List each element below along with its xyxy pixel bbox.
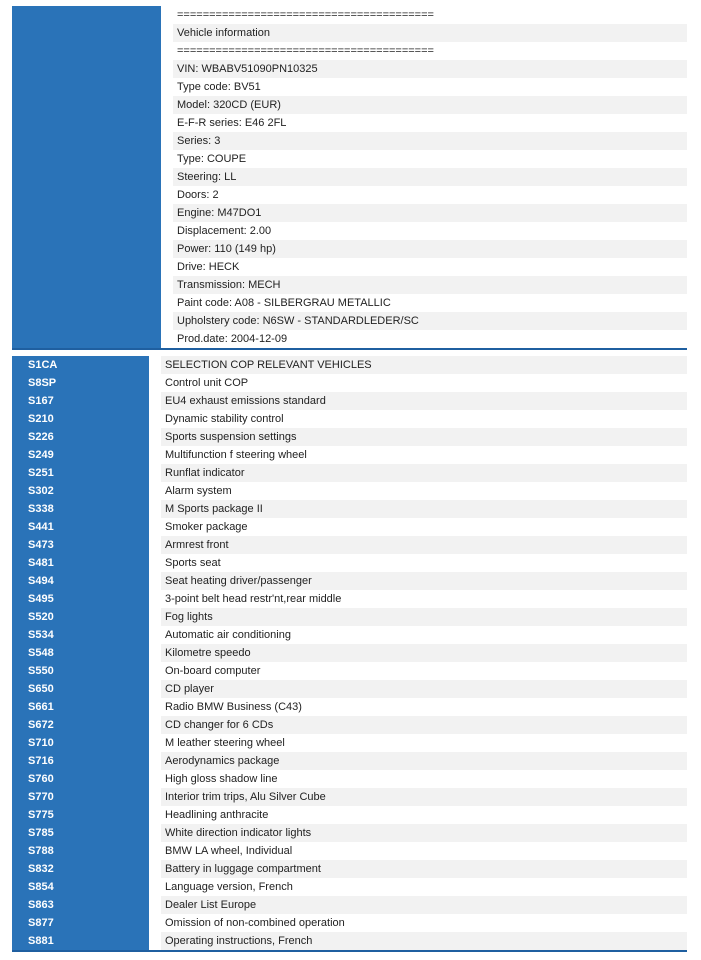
option-code: S832 bbox=[28, 863, 54, 875]
vehicle-info-line: VIN: WBABV51090PN10325 bbox=[173, 60, 687, 78]
option-description: Operating instructions, French bbox=[161, 932, 687, 950]
option-description: CD player bbox=[161, 680, 687, 698]
option-description: Kilometre speedo bbox=[161, 644, 687, 662]
vehicle-info-line: ======================================== bbox=[177, 9, 434, 21]
option-codes-column bbox=[12, 356, 149, 950]
option-description: Sports seat bbox=[165, 557, 221, 569]
option-code: S495 bbox=[28, 593, 54, 605]
option-description: BMW LA wheel, Individual bbox=[165, 845, 293, 857]
vehicle-info-line: Engine: M47DO1 bbox=[173, 204, 687, 222]
option-description: SELECTION COP RELEVANT VEHICLES bbox=[161, 356, 687, 374]
vehicle-info-line: Vehicle information bbox=[173, 24, 687, 42]
option-code: S550 bbox=[28, 665, 54, 677]
vehicle-info-line: Displacement: 2.00 bbox=[177, 225, 272, 237]
option-description: Dynamic stability control bbox=[165, 413, 284, 425]
option-description: Headlining anthracite bbox=[165, 809, 269, 821]
option-description: Fog lights bbox=[161, 608, 687, 626]
options-section bbox=[12, 356, 687, 950]
option-description: Language version, French bbox=[165, 881, 293, 893]
option-code: S716 bbox=[28, 755, 54, 767]
option-code: S672 bbox=[28, 719, 54, 731]
vehicle-info-line: Doors: 2 bbox=[177, 189, 219, 201]
option-code: S1CA bbox=[28, 359, 58, 371]
option-code: S210 bbox=[28, 413, 54, 425]
option-code: S770 bbox=[28, 791, 54, 803]
section-divider bbox=[12, 348, 687, 350]
option-description: White direction indicator lights bbox=[161, 824, 687, 842]
vehicle-info-lines bbox=[173, 6, 687, 348]
vehicle-info-line: Model: 320CD (EUR) bbox=[173, 96, 687, 114]
option-description: M Sports package II bbox=[161, 500, 687, 518]
option-description: Multifunction f steering wheel bbox=[165, 449, 307, 461]
option-description: M leather steering wheel bbox=[165, 737, 285, 749]
option-code: S854 bbox=[28, 881, 54, 893]
vehicle-info-line: Transmission: MECH bbox=[173, 276, 687, 294]
option-code: S661 bbox=[28, 701, 54, 713]
option-descriptions-column bbox=[161, 356, 687, 950]
option-code: S863 bbox=[28, 899, 54, 911]
option-description: Omission of non-combined operation bbox=[165, 917, 345, 929]
option-description: Seat heating driver/passenger bbox=[161, 572, 687, 590]
option-description: Smoker package bbox=[165, 521, 248, 533]
option-description: Control unit COP bbox=[165, 377, 249, 389]
option-code: S788 bbox=[28, 845, 54, 857]
option-description: Interior trim trips, Alu Silver Cube bbox=[161, 788, 687, 806]
option-code: S760 bbox=[28, 773, 54, 785]
option-description: Automatic air conditioning bbox=[165, 629, 291, 641]
vehicle-info-section bbox=[12, 6, 687, 348]
option-code: S338 bbox=[28, 503, 54, 515]
vehicle-info-line: Upholstery code: N6SW - STANDARDLEDER/SC bbox=[173, 312, 687, 330]
option-description: Aerodynamics package bbox=[161, 752, 687, 770]
option-code: S775 bbox=[28, 809, 54, 821]
vehicle-info-line: Type code: BV51 bbox=[177, 81, 261, 93]
option-description: Alarm system bbox=[165, 485, 232, 497]
vehicle-info-sidebar bbox=[12, 6, 161, 348]
option-description: EU4 exhaust emissions standard bbox=[161, 392, 687, 410]
option-description: 3-point belt head restr'nt,rear middle bbox=[165, 593, 342, 605]
vehicle-info-line: E-F-R series: E46 2FL bbox=[177, 117, 287, 129]
option-description: Dealer List Europe bbox=[161, 896, 687, 914]
vehicle-info-line: ======================================== bbox=[177, 45, 434, 57]
option-code: S226 bbox=[28, 431, 54, 443]
option-code: S494 bbox=[28, 575, 54, 587]
option-code: S534 bbox=[28, 629, 54, 641]
option-code: S441 bbox=[28, 521, 54, 533]
vehicle-info-line: Steering: LL bbox=[173, 168, 687, 186]
option-code: S710 bbox=[28, 737, 54, 749]
option-code: S481 bbox=[28, 557, 54, 569]
option-description: CD changer for 6 CDs bbox=[161, 716, 687, 734]
vehicle-info-line: Prod.date: 2004-12-09 bbox=[177, 333, 288, 345]
option-description: Battery in luggage compartment bbox=[161, 860, 687, 878]
vehicle-info-line: Drive: HECK bbox=[177, 261, 240, 273]
option-code: S8SP bbox=[28, 377, 57, 389]
option-code: S251 bbox=[28, 467, 54, 479]
option-code: S785 bbox=[28, 827, 54, 839]
option-description: Armrest front bbox=[161, 536, 687, 554]
vehicle-info-line: Series: 3 bbox=[173, 132, 687, 150]
bottom-divider bbox=[12, 950, 687, 952]
option-code: S548 bbox=[28, 647, 54, 659]
vehicle-info-line: Type: COUPE bbox=[177, 153, 247, 165]
option-description: High gloss shadow line bbox=[165, 773, 278, 785]
option-code: S302 bbox=[28, 485, 54, 497]
option-code: S249 bbox=[28, 449, 54, 461]
option-description: Radio BMW Business (C43) bbox=[165, 701, 302, 713]
vehicle-info-line: Power: 110 (149 hp) bbox=[173, 240, 687, 258]
option-code: S473 bbox=[28, 539, 54, 551]
option-description: On-board computer bbox=[165, 665, 261, 677]
option-code: S881 bbox=[28, 935, 54, 947]
vehicle-info-line: Paint code: A08 - SILBERGRAU METALLIC bbox=[177, 297, 391, 309]
option-code: S650 bbox=[28, 683, 54, 695]
option-code: S167 bbox=[28, 395, 54, 407]
option-code: S877 bbox=[28, 917, 54, 929]
option-description: Sports suspension settings bbox=[161, 428, 687, 446]
option-description: Runflat indicator bbox=[161, 464, 687, 482]
option-code: S520 bbox=[28, 611, 54, 623]
